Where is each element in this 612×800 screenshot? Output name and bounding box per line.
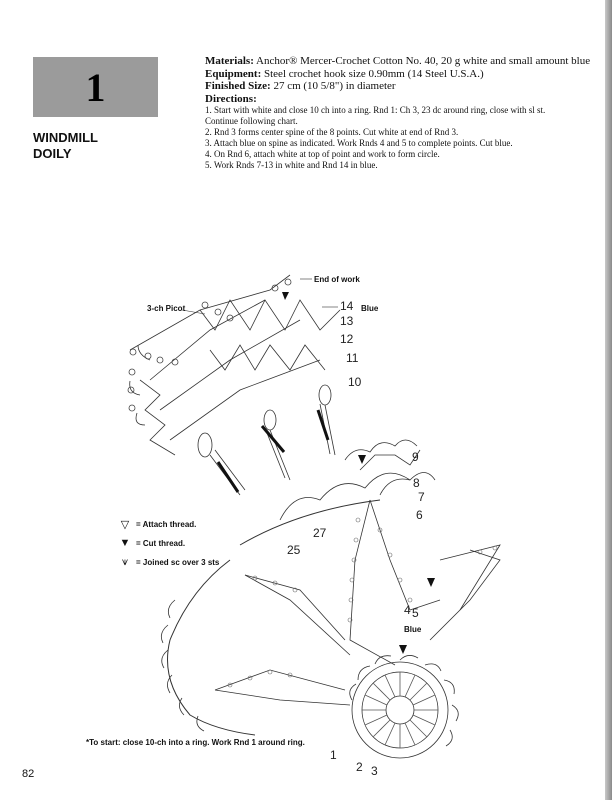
direction-step: 2. Rnd 3 forms center spine of the 8 points. Cut white at end of Rnd 3. [205, 127, 459, 137]
size-label: Finished Size: [205, 80, 271, 92]
size-value: 27 cm (10 5/8") in diameter [273, 80, 396, 92]
pattern-title-line2: DOILY [33, 146, 72, 161]
equipment-label: Equipment: [205, 67, 262, 80]
pattern-title-line1: WINDMILL [33, 130, 98, 145]
round-14: 14 [340, 299, 354, 313]
direction-step: 1. Start with white and close 10 ch into a ring. Rnd 1: Ch 3, 23 dc around ring, close with sl st. [205, 105, 546, 115]
materials-label: Materials: [205, 55, 254, 67]
legend-attach: ▽ = Attach thread. [118, 518, 196, 531]
round-1: 1 [330, 748, 337, 762]
picot-label: 3-ch Picot [147, 304, 186, 313]
equipment-value: Steel crochet hook size 0.90mm (14 Steel U.S.A.) [264, 67, 484, 80]
end-of-work-label: End of work [314, 275, 360, 284]
joined-sc-icon: ⩛ [121, 556, 129, 568]
round-7: 7 [418, 490, 425, 504]
legend-cut: ▼ = Cut thread. [119, 537, 186, 549]
pattern-number: 1 [85, 64, 106, 110]
attach-thread-icon: ▽ [120, 519, 130, 531]
materials-value: Anchor® Mercer-Crochet Cotton No. 40, 20 g white and small amount blue [256, 55, 591, 67]
blue-top-label: Blue [361, 304, 379, 313]
round-12: 12 [340, 332, 354, 346]
page-number: 82 [22, 768, 35, 780]
round-5: 5 [412, 606, 419, 620]
direction-step: 3. Attach blue on spine as indicated. Work Rnds 4 and 5 to complete points. Cut blue. [205, 138, 513, 148]
round-10: 10 [348, 375, 362, 389]
round-4: 4 [404, 603, 411, 617]
direction-step: Continue following chart. [205, 116, 298, 126]
start-note: *To start: close 10-ch into a ring. Work Rnd 1 around ring. [86, 738, 305, 747]
round-3: 3 [371, 764, 378, 778]
round-25: 25 [287, 543, 301, 557]
blue-mid-label: Blue [404, 625, 422, 634]
direction-step: 4. On Rnd 6, attach white at top of point and work to form circle. [205, 149, 440, 159]
round-2: 2 [356, 760, 363, 774]
round-9: 9 [412, 450, 419, 464]
direction-step: 5. Work Rnds 7-13 in white and Rnd 14 in blue. [205, 160, 378, 170]
round-8: 8 [413, 476, 420, 490]
round-11: 11 [346, 351, 359, 365]
legend-joined: ⩛ = Joined sc over 3 sts [118, 556, 219, 569]
round-27: 27 [313, 526, 327, 540]
directions-heading: Directions: [205, 92, 257, 105]
round-13: 13 [340, 314, 354, 328]
cut-thread-icon: ▼ [119, 537, 131, 549]
round-6: 6 [416, 508, 423, 522]
